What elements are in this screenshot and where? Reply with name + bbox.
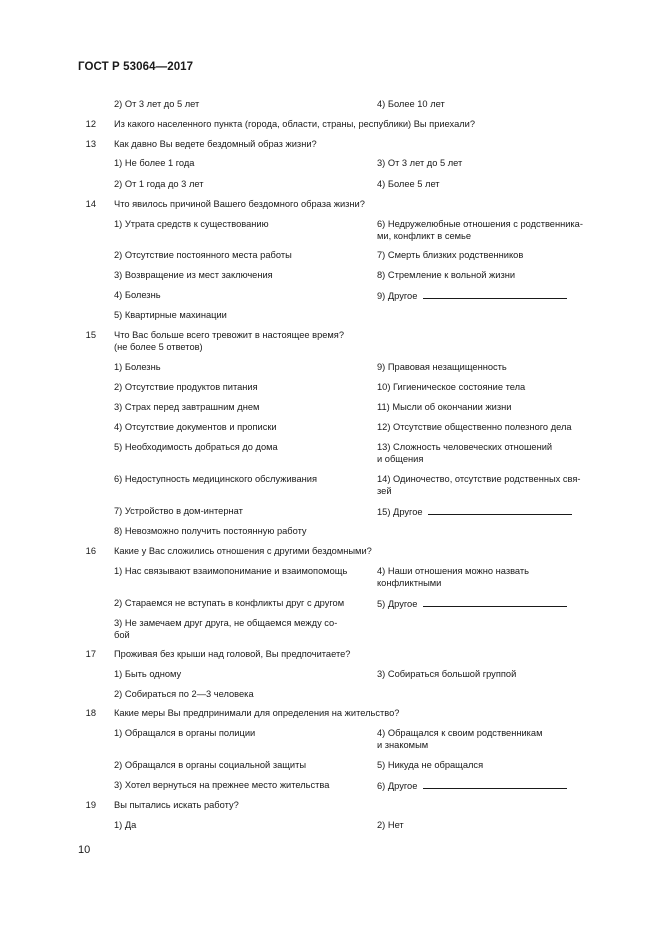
question-number: 14 xyxy=(85,199,96,209)
answer-option: 1) Быть одному xyxy=(114,669,182,679)
answer-option: 1) Утрата средств к существованию xyxy=(114,219,269,229)
answer-option: 5) Квартирные махинации xyxy=(114,310,227,320)
question-text-continued: (не более 5 ответов) xyxy=(114,342,203,352)
question-number: 19 xyxy=(85,800,96,810)
answer-option-label: 15) Другое xyxy=(377,507,423,517)
question-number: 17 xyxy=(85,649,96,659)
answer-option: 4) Более 5 лет xyxy=(377,179,440,189)
answer-option: 3) Возвращение из мест заключения xyxy=(114,270,273,280)
answer-option: 4) Наши отношения можно назвать xyxy=(377,566,530,576)
question-number: 12 xyxy=(85,119,96,129)
answer-option-continued: зей xyxy=(377,486,392,496)
answer-option: 4) Болезнь xyxy=(114,290,161,300)
answer-option: 2) Стараемся не вступать в конфликты друг с другом xyxy=(114,598,345,608)
answer-option-continued: и знакомым xyxy=(377,740,429,750)
answer-option-continued: бой xyxy=(114,630,130,640)
answer-option-label: 5) Другое xyxy=(377,599,418,609)
answer-option-other xyxy=(377,779,567,793)
answer-option: 7) Устройство в дом-интернат xyxy=(114,506,243,516)
answer-option-continued: конфликтными xyxy=(377,578,442,588)
answer-option: 3) Собираться большой группой xyxy=(377,669,517,679)
answer-option: 4) Отсутствие документов и прописки xyxy=(114,422,277,432)
answer-option: 3) От 3 лет до 5 лет xyxy=(377,158,463,168)
question-text: Как давно Вы ведете бездомный образ жизни? xyxy=(114,139,317,149)
fill-in-blank-line xyxy=(428,505,572,515)
answer-option-other xyxy=(377,505,572,519)
answer-option: 5) Никуда не обращался xyxy=(377,760,484,770)
answer-option: 9) Правовая незащищенность xyxy=(377,362,507,372)
answer-option: 14) Одиночество, отсутствие родственных свя- xyxy=(377,474,581,484)
answer-option: 2) Обращался в органы социальной защиты xyxy=(114,760,307,770)
answer-option: 3) Не замечаем друг друга, не общаемся между со- xyxy=(114,618,338,628)
answer-option: 1) Болезнь xyxy=(114,362,161,372)
answer-option: 1) Нас связывают взаимопонимание и взаимопомощь xyxy=(114,566,348,576)
answer-option: 8) Невозможно получить постоянную работу xyxy=(114,526,307,536)
question-text: Какие меры Вы предпринимали для определения на жительство? xyxy=(114,708,400,718)
answer-option: 2) Нет xyxy=(377,820,404,830)
answer-option-label: 9) Другое xyxy=(377,291,418,301)
answer-option: 3) Хотел вернуться на прежнее место жительства xyxy=(114,780,330,790)
question-number: 13 xyxy=(85,139,96,149)
question-text: Какие у Вас сложились отношения с другими бездомными? xyxy=(114,546,372,556)
answer-option-continued: ми, конфликт в семье xyxy=(377,231,472,241)
answer-option: 6) Недоступность медицинского обслуживания xyxy=(114,474,318,484)
answer-option: 10) Гигиеническое состояние тела xyxy=(377,382,526,392)
fill-in-blank-line xyxy=(423,779,567,789)
question-text: Что Вас больше всего тревожит в настоящее время? xyxy=(114,330,345,340)
question-number: 18 xyxy=(85,708,96,718)
page-number: 10 xyxy=(78,844,91,856)
answer-option: 1) Обращался в органы полиции xyxy=(114,728,256,738)
answer-option: 2) От 3 лет до 5 лет xyxy=(114,99,200,109)
question-text: Из какого населенного пункта (города, области, страны, республики) Вы приехали? xyxy=(114,119,476,129)
answer-option: 1) Не более 1 года xyxy=(114,158,195,168)
answer-option-other xyxy=(377,597,567,611)
answer-option: 5) Необходимость добраться до дома xyxy=(114,442,278,452)
fill-in-blank-line xyxy=(423,289,567,299)
question-text: Вы пытались искать работу? xyxy=(114,800,239,810)
question-text: Что явилось причиной Вашего бездомного образа жизни? xyxy=(114,199,365,209)
question-text: Проживая без крыши над головой, Вы предпочитаете? xyxy=(114,649,351,659)
document-header: ГОСТ Р 53064—2017 xyxy=(78,61,194,73)
answer-option: 4) Обращался к своим родственникам xyxy=(377,728,543,738)
answer-option: 8) Стремление к вольной жизни xyxy=(377,270,516,280)
answer-option: 1) Да xyxy=(114,820,137,830)
fill-in-blank-line xyxy=(423,597,567,607)
answer-option: 2) Отсутствие продуктов питания xyxy=(114,382,258,392)
answer-option: 12) Отсутствие общественно полезного дела xyxy=(377,422,572,432)
answer-option-other xyxy=(377,289,567,303)
answer-option-label: 6) Другое xyxy=(377,781,418,791)
answer-option: 6) Недружелюбные отношения с родственника- xyxy=(377,219,583,229)
answer-option: 11) Мысли об окончании жизни xyxy=(377,402,512,412)
answer-option: 13) Сложность человеческих отношений xyxy=(377,442,553,452)
answer-option: 7) Смерть близких родственников xyxy=(377,250,524,260)
answer-option: 3) Страх перед завтрашним днем xyxy=(114,402,260,412)
answer-option: 4) Более 10 лет xyxy=(377,99,445,109)
answer-option: 2) Отсутствие постоянного места работы xyxy=(114,250,292,260)
answer-option: 2) Собираться по 2—3 человека xyxy=(114,689,254,699)
question-number: 15 xyxy=(85,330,96,340)
answer-option-continued: и общения xyxy=(377,454,424,464)
question-number: 16 xyxy=(85,546,96,556)
answer-option: 2) От 1 года до 3 лет xyxy=(114,179,204,189)
